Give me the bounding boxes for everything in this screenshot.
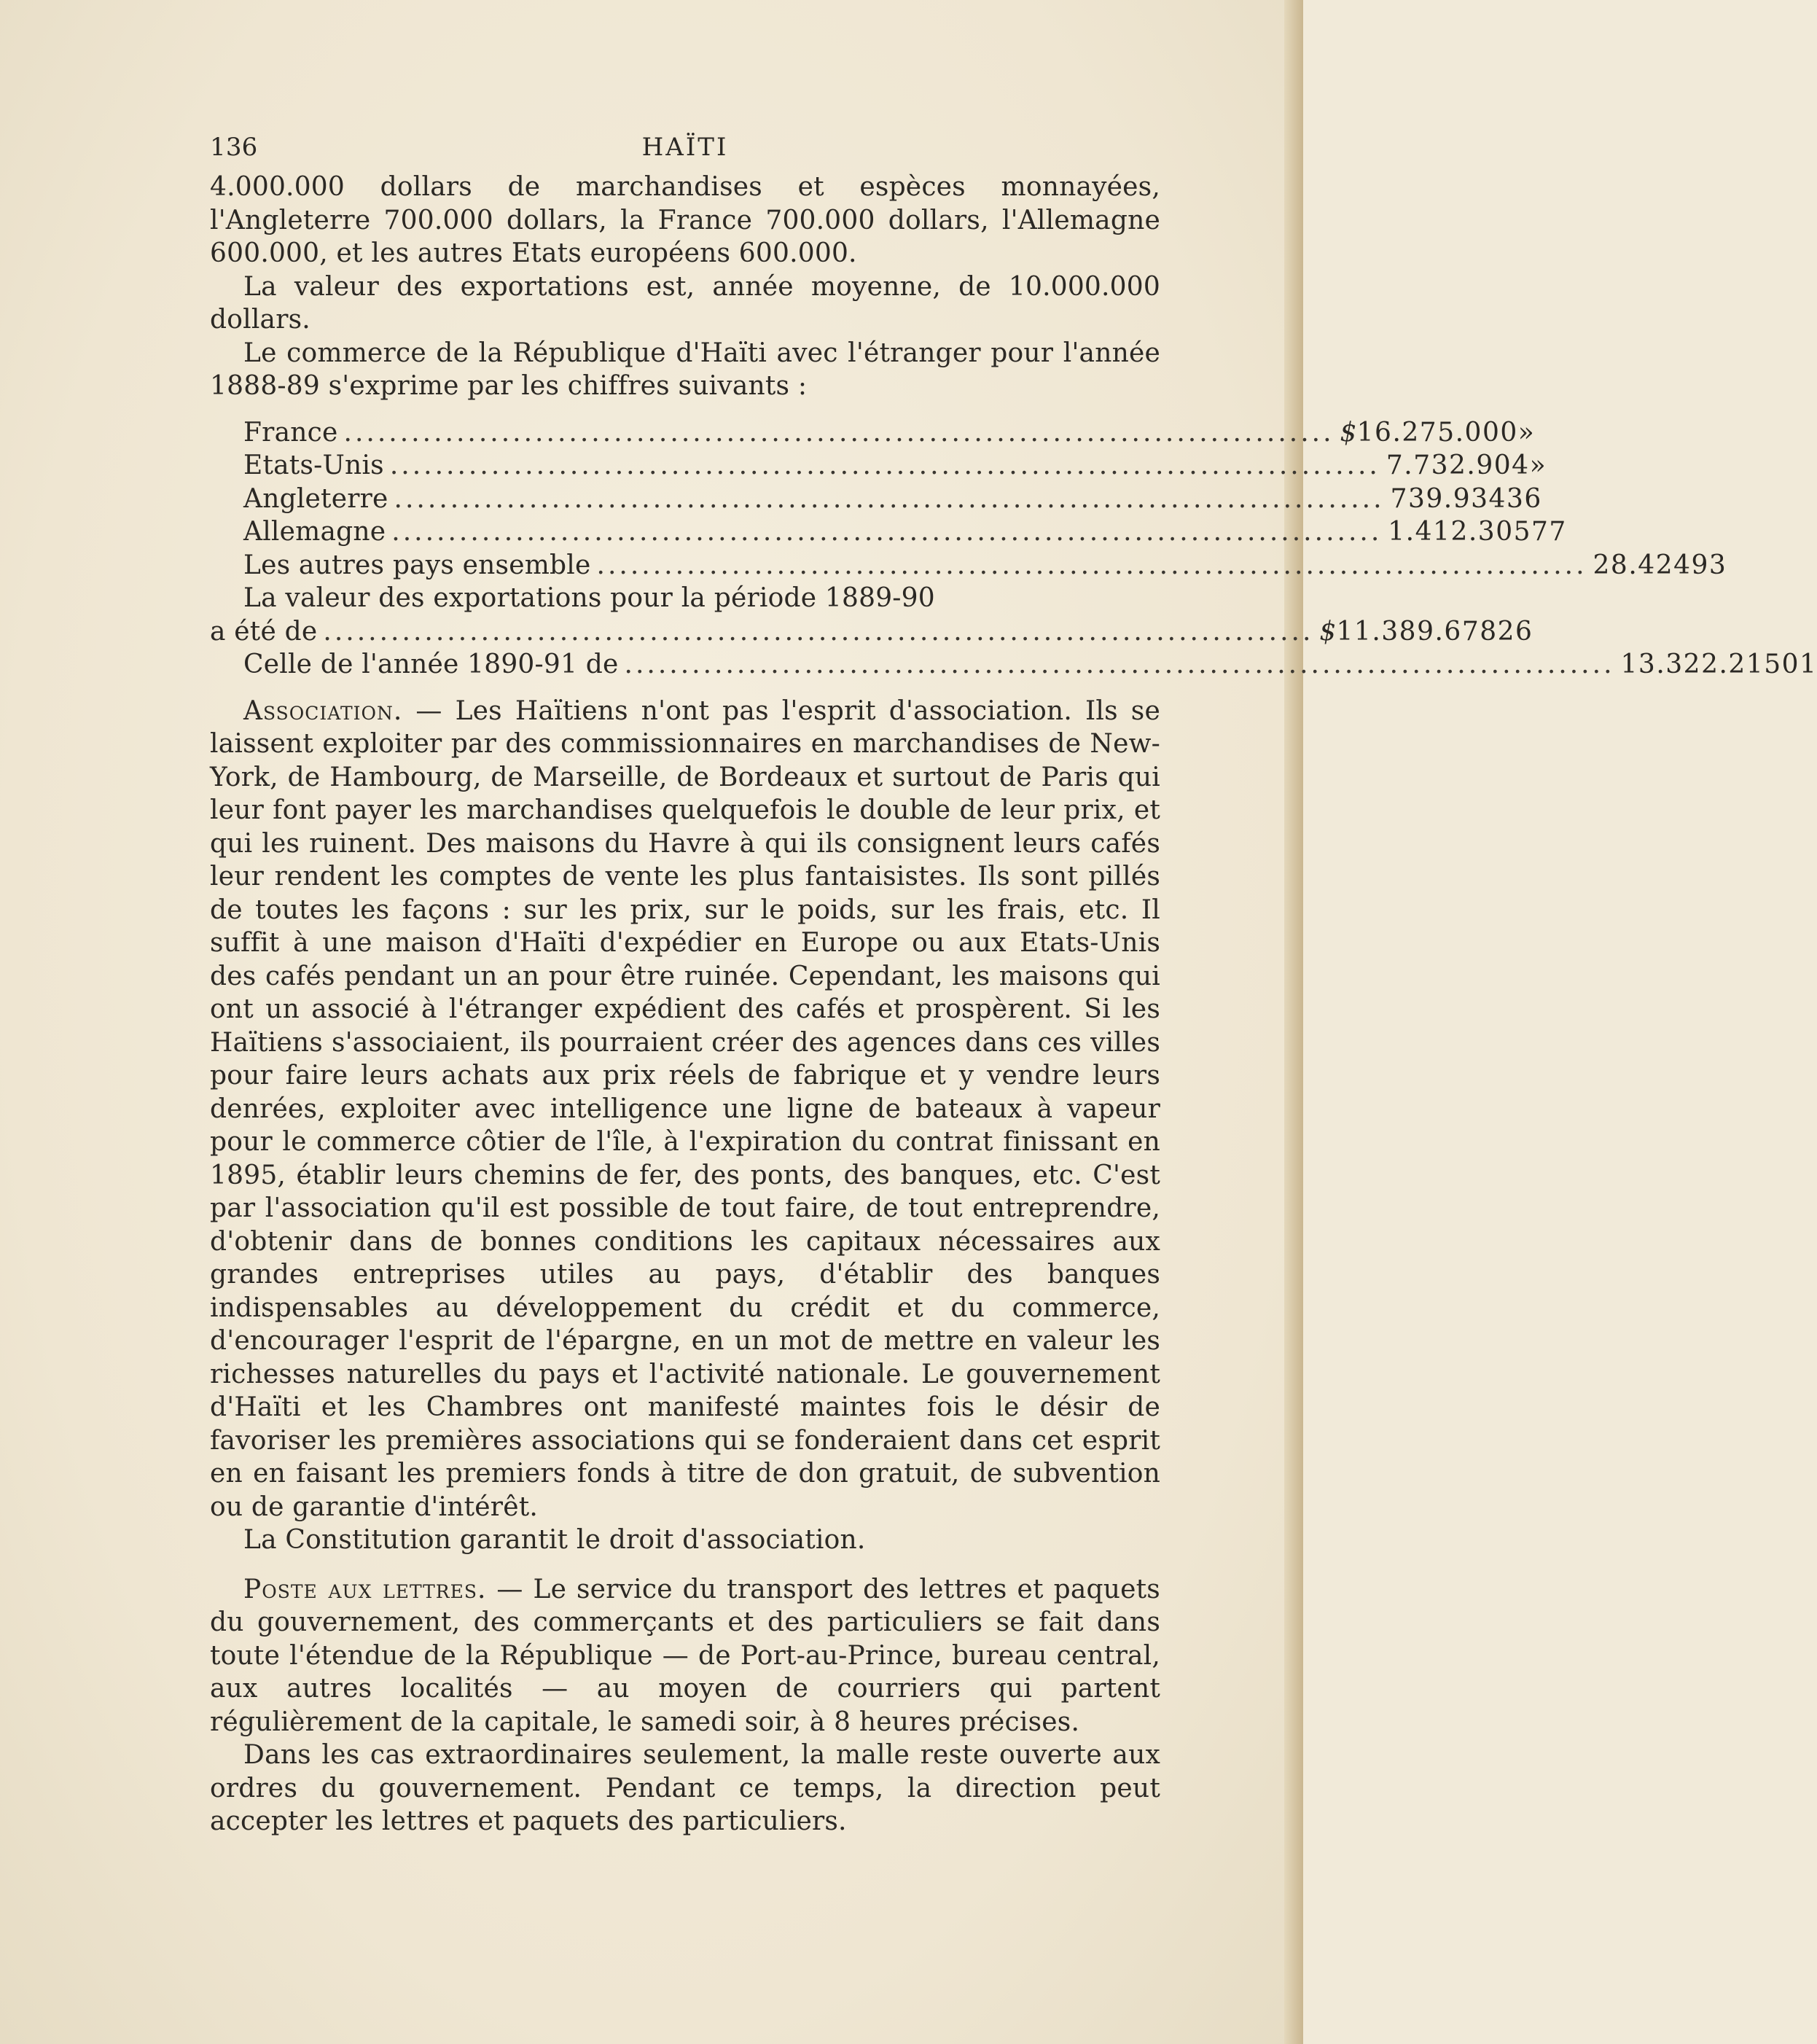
leader-dots: ........................................................................................ xyxy=(624,650,1615,679)
trade-row-label: France xyxy=(243,417,338,448)
trade-row-france xyxy=(210,416,1536,450)
constitution-paragraph: La Constitution garantit le droit d'association. xyxy=(243,1525,866,1555)
poste-heading: Poste aux lettres. xyxy=(243,1574,487,1604)
leader-dots: ........................................................................................ xyxy=(596,550,1587,580)
exports-1890-cents: 01 xyxy=(1781,650,1817,679)
trade-row-allemagne xyxy=(210,515,1567,549)
trade-row-angleterre xyxy=(210,483,1542,516)
association-text: — Les Haïtiens n'ont pas l'esprit d'association. Ils se laissent exploiter par des commissionnaires en marchandises de New-York, de Hambourg, de Marseille, de Bordeaux et surtout de Paris qui leur font payer les marchandises quelquefois le double de leur prix, et qui les ruinent. Des maisons du Havre à qui ils consignent leurs cafés leur rendent les comptes de vente les plus fantaisistes. Ils sont pillés de toutes les façons : sur les prix, sur le poids, sur les frais, etc. Il suffit à une maison d'Haïti d'expédier en Europe ou aux Etats-Unis des cafés pendant un an pour être ruinée. Cependant, les maisons qui ont un associé à l'étranger expédient des cafés et prospèrent. Si les Haïtiens s'associaient, ils pourraient créer des agences dans ces villes pour faire leurs achats aux prix réels de fabrique et y vendre leurs denrées, exploiter avec intelligence une ligne de bateaux à vapeur pour le commerce côtier de l'île, à l'expiration du contrat finissant en 1895, établir leurs chemins de fer, des ponts, des banques, etc. C'est par l'association qu'il est possible de tout faire, de tout entreprendre, d'obtenir dans de bonnes conditions les capitaux nécessaires aux grandes entreprises utiles au pays, d'établir des banques indispensables au développement du crédit et du commerce, d'encourager l'esprit de l'épargne, en un mot de mettre en valeur les richesses naturelles du pays et l'activité nationale. Le gouvernement d'Haïti et les Chambres ont manifesté maintes fois le désir de favoriser les premières associations qui se fonderaient dans cet esprit en en faisant les premiers fonds à titre de don gratuit, de subvention ou de garantie d'intérêt. xyxy=(210,695,1160,1522)
exports-note: La valeur des exportations pour la période 1889-90 xyxy=(243,583,935,613)
exports-1889-row xyxy=(210,615,1533,649)
intro-paragraph-3: Le commerce de la République d'Haïti avec l'étranger pour l'année 1888-89 s'exprime par les chiffres suivants : xyxy=(210,338,1160,401)
association-heading: Association. xyxy=(243,695,403,726)
trade-row-etats-unis xyxy=(210,449,1547,483)
currency-symbol: $ xyxy=(1340,417,1357,448)
trade-table xyxy=(210,416,1817,682)
trade-row-cents: » xyxy=(1517,417,1536,448)
exports-1889-label: a été de xyxy=(210,616,318,647)
leader-dots: ........................................................................................ xyxy=(389,450,1380,480)
running-header xyxy=(210,131,1160,165)
trade-row-cents: 36 xyxy=(1506,483,1542,514)
exports-1889-cents: 26 xyxy=(1497,616,1533,647)
page-spine-edge xyxy=(1284,0,1303,2044)
exports-note-row xyxy=(210,582,1160,615)
trade-row-amount: 16.275.000 xyxy=(1356,417,1518,448)
trade-row-autres-pays xyxy=(210,549,1727,582)
trade-row-amount: 28.424 xyxy=(1593,550,1692,580)
trade-row-label: Allemagne xyxy=(243,517,386,547)
association-paragraph xyxy=(210,695,1160,1524)
exports-1890-label: Celle de l'année 1890-91 de xyxy=(243,650,619,679)
text-column xyxy=(210,131,1817,1838)
poste-text: — Le service du transport des lettres et paquets du gouvernement, des commerçants et des particuliers se fait dans toute l'étendue de la République — de Port-au-Prince, bureau central, aux autres localités — au moyen de courriers qui partent régulièrement de la capitale, le samedi soir, à 8 heures précises. xyxy=(210,1574,1160,1737)
leader-dots: ........................................................................................ xyxy=(343,417,1335,448)
trade-row-amount: 7.732.904 xyxy=(1386,450,1530,480)
running-title: HAÏTI xyxy=(641,133,729,162)
trade-row-label: Etats-Unis xyxy=(243,450,384,480)
exports-1890-amount: 13.322.215 xyxy=(1620,650,1782,679)
poste-extra-paragraph: Dans les cas extraordinaires seulement, la malle reste ouverte aux ordres du gouvernement. Pendant ce temps, la direction peut accepter les lettres et paquets des particuliers. xyxy=(210,1740,1160,1836)
trade-row-label: Les autres pays ensemble xyxy=(243,550,591,580)
intro-paragraph-1: 4.000.000 dollars de marchandises et espèces monnayées, l'Angleterre 700.000 dollars, la France 700.000 dollars, l'Allemagne 600.000, et les autres Etats européens 600.000. xyxy=(210,172,1160,268)
poste-paragraph xyxy=(210,1573,1160,1739)
trade-row-cents: » xyxy=(1529,450,1547,480)
exports-1889-amount: 11.389.678 xyxy=(1336,616,1498,647)
leader-dots: ........................................................................................ xyxy=(323,616,1314,647)
trade-row-amount: 1.412.305 xyxy=(1388,517,1531,547)
trade-row-amount: 739.934 xyxy=(1390,483,1507,514)
intro-paragraph-2: La valeur des exportations est, année moyenne, de 10.000.000 dollars. xyxy=(210,271,1160,335)
page-number: 136 xyxy=(210,133,258,162)
leader-dots: ........................................................................................ xyxy=(391,517,1383,547)
leader-dots: ........................................................................................ xyxy=(394,483,1385,514)
currency-symbol: $ xyxy=(1319,616,1337,647)
trade-row-cents: 77 xyxy=(1531,517,1567,547)
trade-row-label: Angleterre xyxy=(243,483,388,514)
trade-row-cents: 93 xyxy=(1691,550,1727,580)
exports-1890-row xyxy=(210,648,1817,682)
